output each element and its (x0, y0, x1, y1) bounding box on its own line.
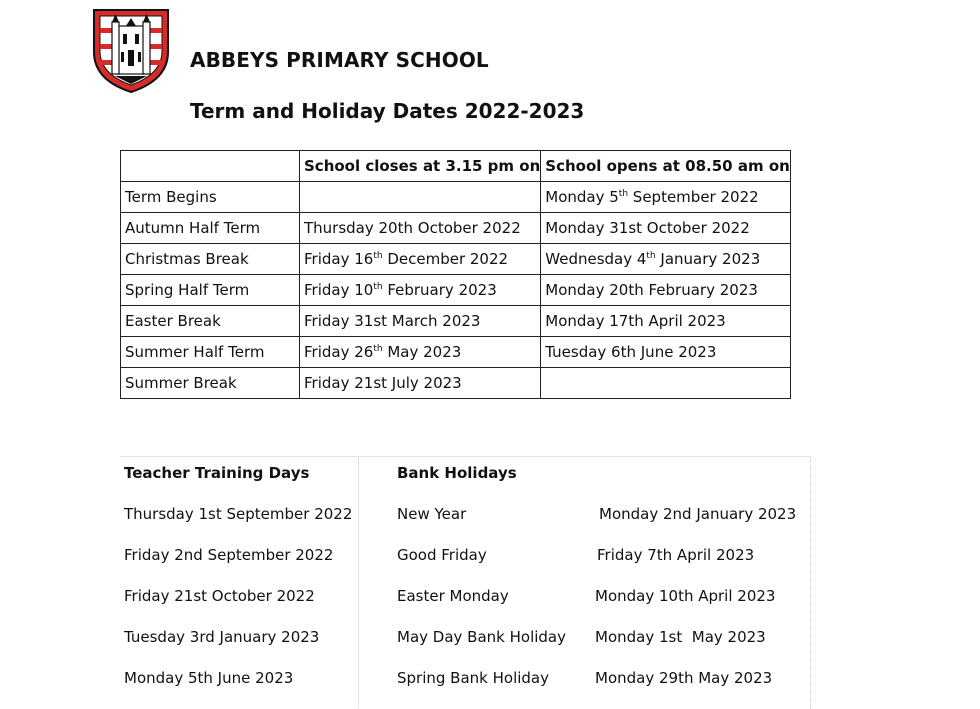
opens-date-cell: Monday 31st October 2022 (541, 213, 791, 244)
document-title: Term and Holiday Dates 2022-2023 (190, 99, 585, 123)
closes-date-cell: Friday 26th May 2023 (300, 337, 541, 368)
opens-date-cell (541, 368, 791, 399)
training-day-item: Monday 5th June 2023 (124, 669, 294, 687)
column-header-opens: School opens at 08.50 am on (541, 151, 791, 182)
bank-holiday-name: New Year (397, 505, 467, 523)
training-day-item: Tuesday 3rd January 2023 (124, 628, 320, 646)
opens-date-cell: Monday 17th April 2023 (541, 306, 791, 337)
bank-holiday-date: Monday 10th April 2023 (595, 587, 776, 605)
term-name-cell: Summer Break (121, 368, 300, 399)
bank-holiday-date: Monday 2nd January 2023 (599, 505, 797, 523)
bank-holiday-name: Spring Bank Holiday (397, 669, 549, 687)
term-name-cell: Easter Break (121, 306, 300, 337)
school-name: ABBEYS PRIMARY SCHOOL (190, 48, 489, 72)
table-row (121, 368, 791, 399)
table-row (121, 275, 791, 306)
column-divider (358, 456, 359, 708)
opens-date-cell: Tuesday 6th June 2023 (541, 337, 791, 368)
term-name-cell: Spring Half Term (121, 275, 300, 306)
table-row (121, 182, 791, 213)
table-row (121, 306, 791, 337)
table-row (121, 213, 791, 244)
table-header-row (121, 151, 791, 182)
school-crest-icon (86, 4, 176, 94)
bank-holiday-date: Monday 1st May 2023 (595, 628, 766, 646)
opens-date-cell: Monday 5th September 2022 (541, 182, 791, 213)
school-crest-logo (86, 4, 176, 94)
training-day-item: Friday 2nd September 2022 (124, 546, 334, 564)
column-header-term (121, 151, 300, 182)
table-row (121, 337, 791, 368)
bank-holiday-name: May Day Bank Holiday (397, 628, 566, 646)
training-day-item: Thursday 1st September 2022 (124, 505, 353, 523)
term-name-cell: Term Begins (121, 182, 300, 213)
training-days-heading: Teacher Training Days (124, 464, 310, 482)
closes-date-cell: Friday 10th February 2023 (300, 275, 541, 306)
bank-holiday-name: Good Friday (397, 546, 487, 564)
closes-date-cell: Friday 31st March 2023 (300, 306, 541, 337)
term-name-cell: Autumn Half Term (121, 213, 300, 244)
opens-date-cell: Wednesday 4th January 2023 (541, 244, 791, 275)
closes-date-cell (300, 182, 541, 213)
bank-holiday-date: Friday 7th April 2023 (597, 546, 755, 564)
closes-date-cell: Thursday 20th October 2022 (300, 213, 541, 244)
term-dates-table (120, 150, 791, 399)
term-name-cell: Summer Half Term (121, 337, 300, 368)
closes-date-cell: Friday 16th December 2022 (300, 244, 541, 275)
bank-holidays-heading: Bank Holidays (397, 464, 517, 482)
training-day-item: Friday 21st October 2022 (124, 587, 315, 605)
closes-date-cell: Friday 21st July 2023 (300, 368, 541, 399)
bank-holiday-date: Monday 29th May 2023 (595, 669, 773, 687)
table-row (121, 244, 791, 275)
bank-holiday-name: Easter Monday (397, 587, 509, 605)
column-header-closes: School closes at 3.15 pm on (300, 151, 541, 182)
term-name-cell: Christmas Break (121, 244, 300, 275)
opens-date-cell: Monday 20th February 2023 (541, 275, 791, 306)
